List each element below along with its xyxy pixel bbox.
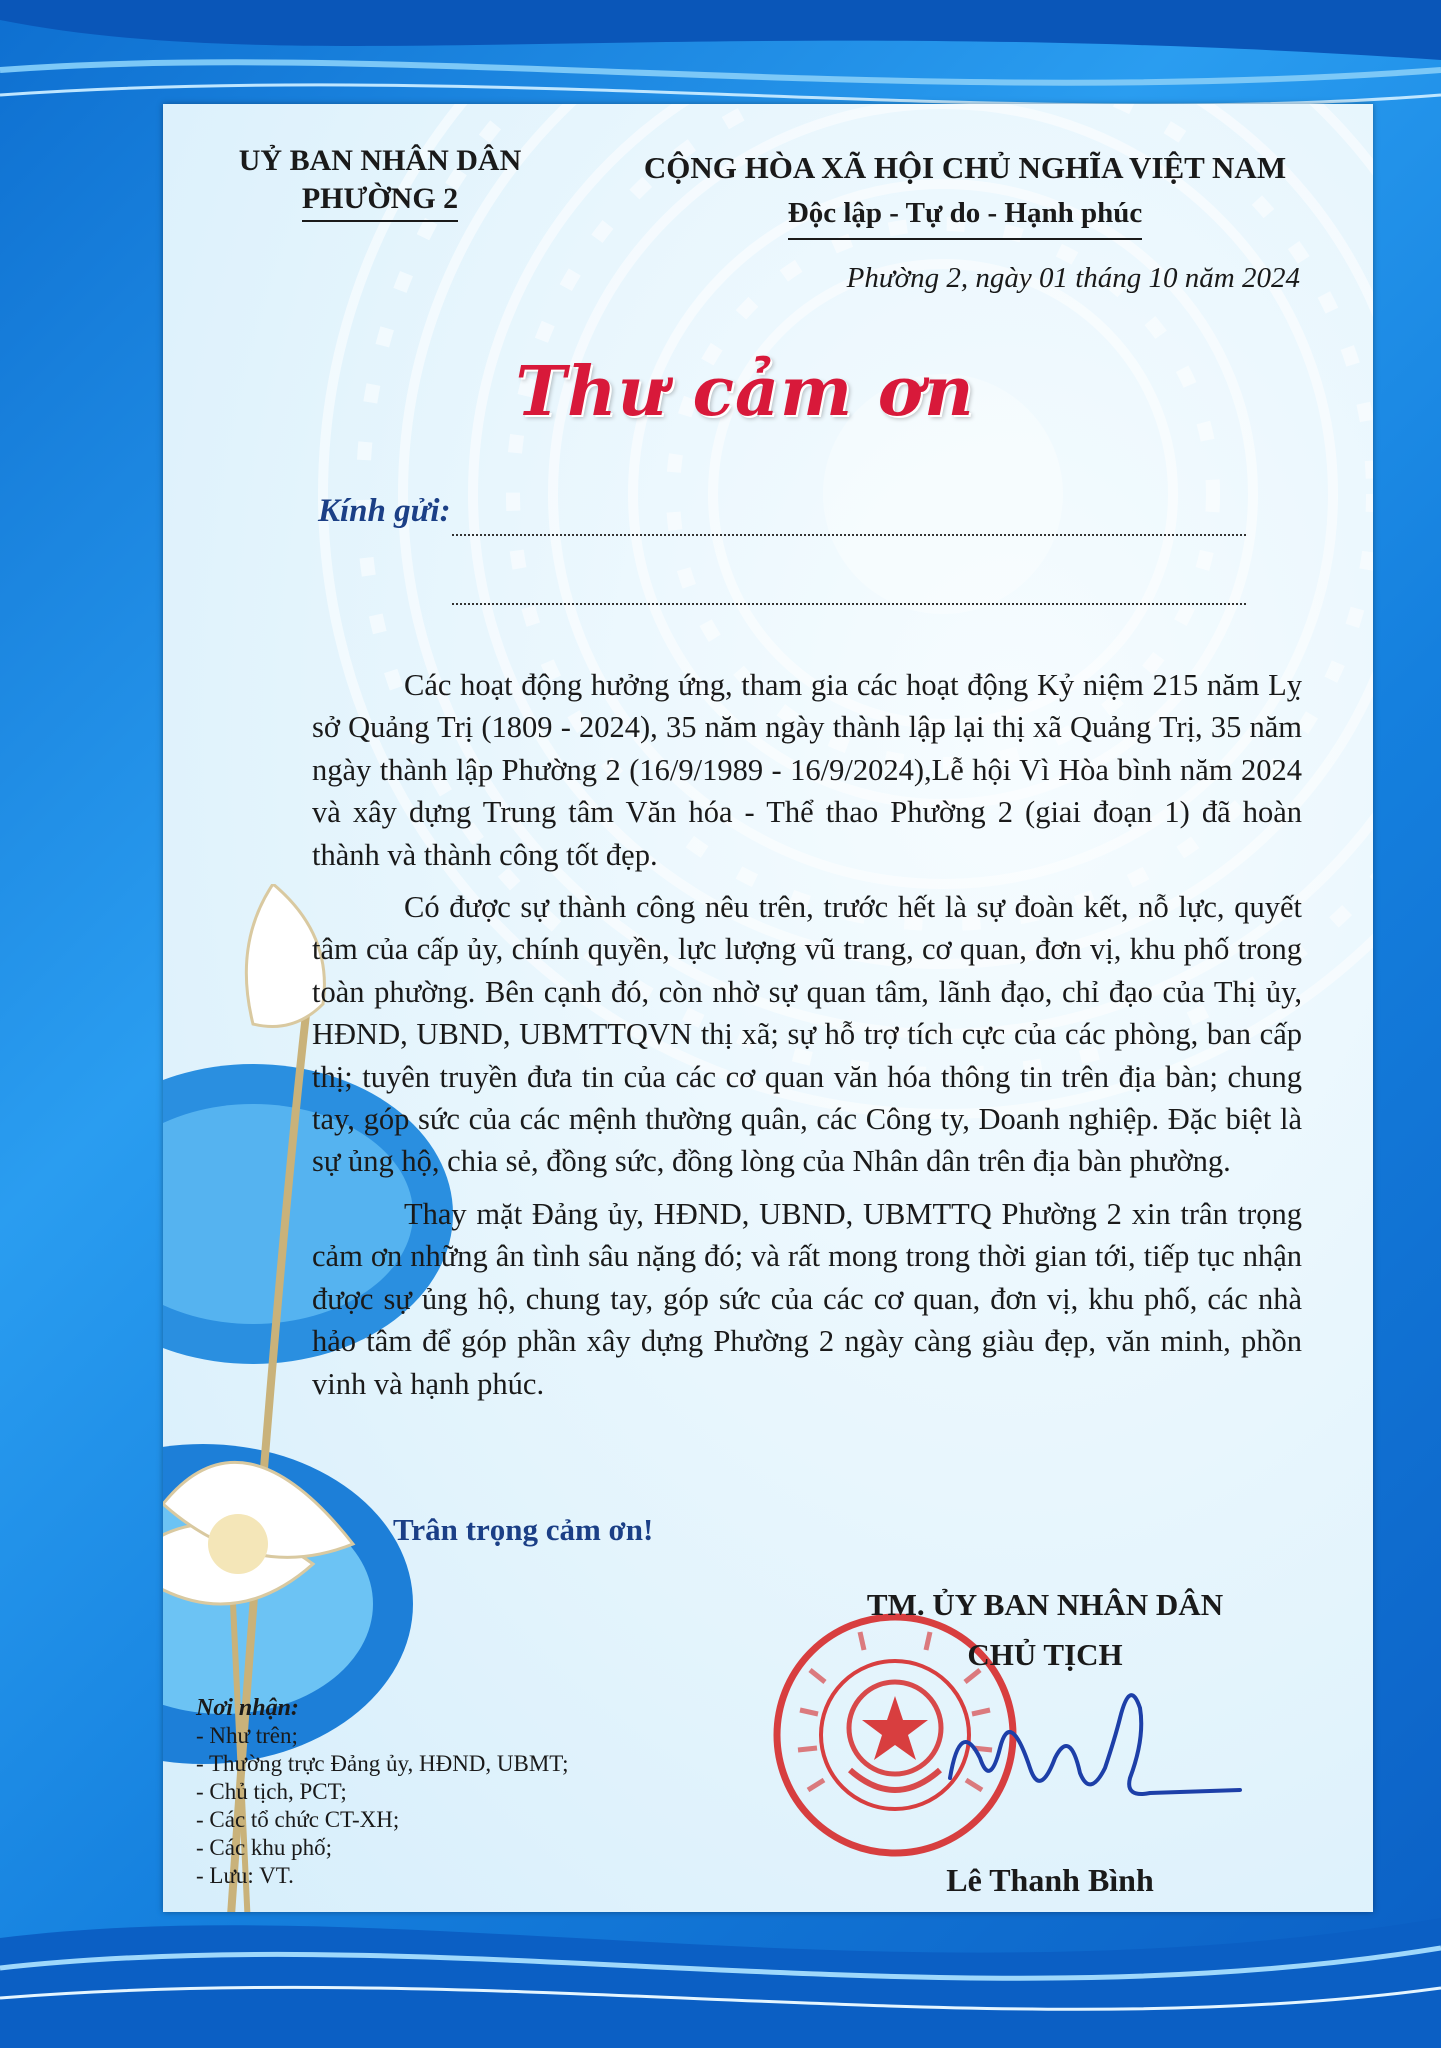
ward-name: PHƯỜNG 2 (302, 180, 458, 222)
issue-date: Phường 2, ngày 01 tháng 10 năm 2024 (846, 262, 1300, 294)
signatory-organization: TM. ỦY BAN NHÂN DÂN (866, 1587, 1224, 1622)
closing-thanks: Trân trọng cảm ơn! (393, 1512, 654, 1547)
body-paragraph: Có được sự thành công nêu trên, trước hết là sự đoàn kết, nỗ lực, quyết tâm của cấp ủy, chính quyền, lực lượng vũ trang, cơ quan, đơn vị, khu phố trong toàn phường. Bên cạnh đó, còn nhờ sự quan tâm, lãnh đạo, chỉ đạo của Thị ủy, HĐND, UBND, UBMTTQVN thị xã; sự hỗ trợ tích cực của các phòng, ban cấp thị; tuyên truyền đưa tin của các cơ quan văn hóa thông tin trên địa bàn; chung tay, góp sức của các mệnh thường quân, các Công ty, Doanh nghiệp. Đặc biệt là sự ủng hộ, chia sẻ, đồng sức, đồng lòng của Nhân dân trên địa bàn phường. (312, 890, 1302, 1179)
salutation: Kính gửi: (318, 493, 451, 529)
handwritten-signature (930, 1678, 1250, 1818)
authority-name: UỶ BAN NHÂN DÂN (238, 144, 522, 177)
body-paragraph: Thay mặt Đảng ủy, HĐND, UBND, UBMTTQ Phường 2 xin trân trọng cảm ơn những ân tình sâu nặng đó; và rất mong trong thời gian tới, tiếp tục nhận được sự ủng hộ, chung tay, góp sức của các cơ quan, đơn vị, khu phố, các nhà hảo tâm để góp phần xây dựng Phường 2 ngày càng giàu đẹp, văn minh, phồn vinh và hạnh phúc. (312, 1196, 1302, 1401)
recipient-line-1 (452, 534, 1246, 536)
national-motto: Độc lập - Tự do - Hạnh phúc (788, 191, 1143, 240)
recipient-item: - Các tổ chức CT-XH; (196, 1807, 400, 1832)
nation-name: CỘNG HÒA XÃ HỘI CHỦ NGHĨA VIỆT NAM (643, 150, 1287, 185)
recipients-list (196, 1694, 568, 1890)
signatory-position: CHỦ TỊCH (967, 1637, 1123, 1672)
recipient-item: - Như trên; (196, 1723, 298, 1748)
signatory-title (820, 1580, 1270, 1680)
recipient-item: - Chủ tịch, PCT; (196, 1779, 347, 1804)
recipient-item: - Lưu: VT. (196, 1863, 294, 1888)
signatory-name: Lê Thanh Bình (946, 1862, 1154, 1898)
recipient-item: - Các khu phố; (196, 1835, 333, 1860)
letter-title: Thư cảm ơn (515, 352, 975, 432)
body-paragraph: Các hoạt động hưởng ứng, tham gia các hoạt động Kỷ niệm 215 năm Lỵ sở Quảng Trị (1809 - 2024), 35 năm ngày thành lập lại thị xã Quảng Trị, 35 năm ngày thành lập Phường 2 (16/9/1989 - 16/9/2024),Lễ hội Vì Hòa bình năm 2024 và xây dựng Trung tâm Văn hóa - Thể thao Phường 2 (giai đoạn 1) đã hoàn thành và thành công tốt đẹp. (312, 668, 1302, 872)
recipient-item: - Thường trực Đảng ủy, HĐND, UBMT; (196, 1751, 569, 1776)
national-title (620, 146, 1310, 240)
issuing-authority (230, 142, 530, 222)
recipients-heading: Nơi nhận: (196, 1695, 299, 1721)
recipient-line-2 (452, 603, 1246, 605)
letter-body (312, 664, 1302, 1405)
